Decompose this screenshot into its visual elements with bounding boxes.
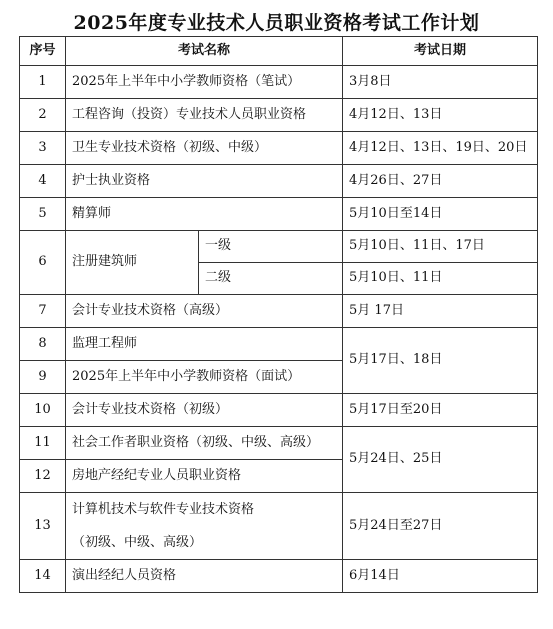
table-row [20,198,538,231]
exam-date: 5月17日、18日 [343,328,538,394]
table-row [20,231,538,263]
header-no: 序号 [20,37,66,66]
exam-date: 6月14日 [343,560,538,593]
table-row [20,66,538,99]
row-number: 14 [20,560,66,593]
exam-name: 护士执业资格 [66,165,343,198]
row-number: 9 [20,361,66,394]
header-name: 考试名称 [66,37,343,66]
row-number: 6 [20,231,66,295]
page-title: 2025年度专业技术人员职业资格考试工作计划 [73,12,480,34]
exam-name: 2025年上半年中小学教师资格（面试） [66,361,343,394]
exam-date: 5月24日至27日 [343,493,538,560]
table-header-row [20,37,538,66]
table-row [20,394,538,427]
exam-name: 房地产经纪专业人员职业资格 [66,460,343,493]
row-number: 12 [20,460,66,493]
row-number: 5 [20,198,66,231]
exam-name: 工程咨询（投资）专业技术人员职业资格 [66,99,343,132]
row-number: 1 [20,66,66,99]
table-row [20,493,538,560]
exam-name: 会计专业技术资格（高级） [66,295,343,328]
exam-name: 社会工作者职业资格（初级、中级、高级） [66,427,343,460]
table-row [20,560,538,593]
exam-name-line-2: （初级、中级、高级） [72,535,203,550]
table-row [20,165,538,198]
table-row [20,99,538,132]
exam-date: 5月17日至20日 [343,394,538,427]
exam-date: 5月24日、25日 [343,427,538,493]
row-number: 10 [20,394,66,427]
exam-level: 二级 [199,263,343,295]
exam-name [66,493,343,560]
exam-date: 5月 17日 [343,295,538,328]
exam-schedule-table [19,36,538,593]
exam-date: 4月12日、13日、19日、20日 [343,132,538,165]
exam-date: 5月10日、11日 [343,263,538,295]
exam-name: 卫生专业技术资格（初级、中级） [66,132,343,165]
table-row [20,427,538,460]
exam-name: 会计专业技术资格（初级） [66,394,343,427]
row-number: 8 [20,328,66,361]
exam-name: 演出经纪人员资格 [66,560,343,593]
exam-name: 注册建筑师 [66,231,199,295]
exam-date: 5月10日至14日 [343,198,538,231]
exam-date: 4月12日、13日 [343,99,538,132]
row-number: 11 [20,427,66,460]
header-date: 考试日期 [343,37,538,66]
row-number: 4 [20,165,66,198]
exam-name: 监理工程师 [66,328,343,361]
row-number: 7 [20,295,66,328]
exam-date: 3月8日 [343,66,538,99]
exam-level: 一级 [199,231,343,263]
exam-name: 精算师 [66,198,343,231]
exam-date: 5月10日、11日、17日 [343,231,538,263]
row-number: 3 [20,132,66,165]
table-row [20,328,538,361]
exam-name-line-1: 计算机技术与软件专业技术资格 [72,502,255,517]
exam-date: 4月26日、27日 [343,165,538,198]
table-row [20,295,538,328]
exam-name: 2025年上半年中小学教师资格（笔试） [66,66,343,99]
row-number: 2 [20,99,66,132]
table-row [20,132,538,165]
row-number: 13 [20,493,66,560]
